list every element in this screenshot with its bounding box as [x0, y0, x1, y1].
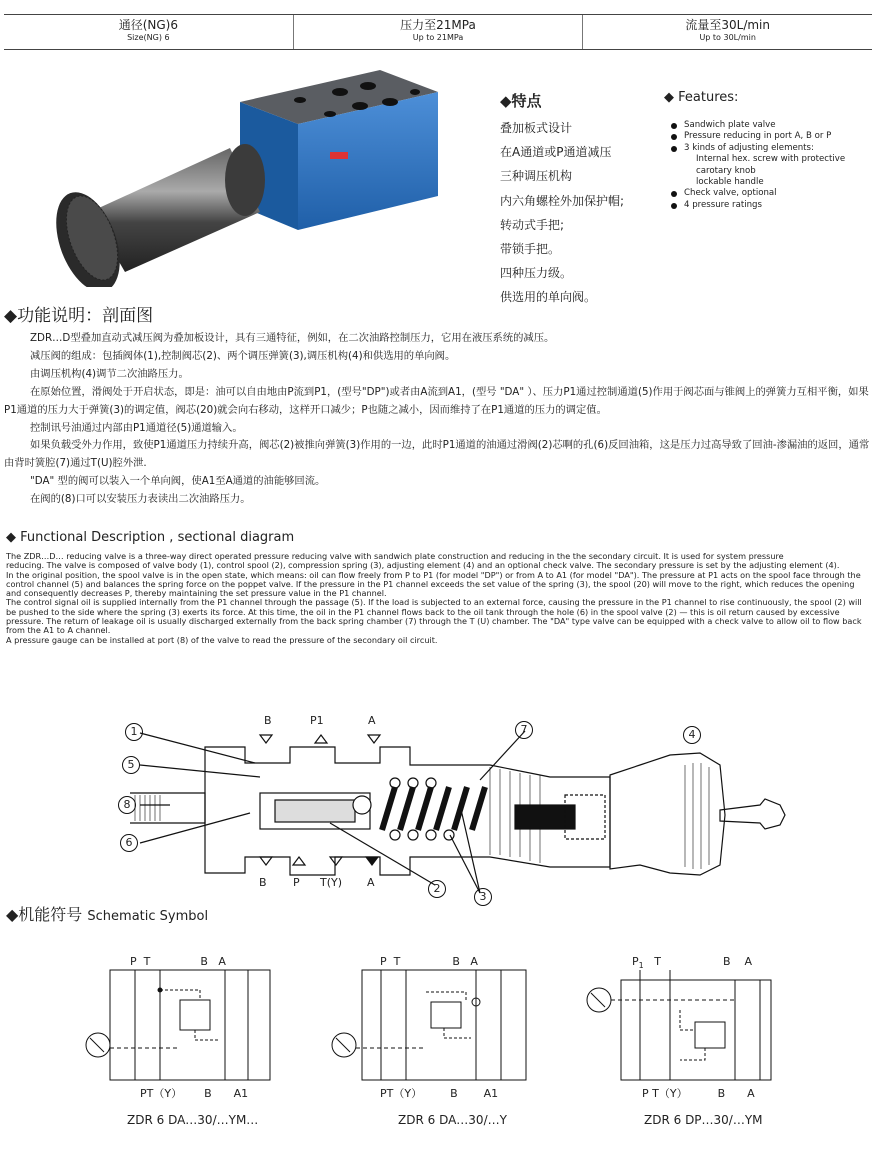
- paragraph: "DA" 型的阀可以装入一个单向阀，使A1至A通道的油能够回流。: [30, 475, 326, 488]
- list-item: 四种压力级。: [500, 266, 573, 281]
- paragraph: A pressure gauge can be installed at port (8) of the valve to read the pressure of the secondary oil circuit.: [6, 634, 438, 645]
- list-item: 4 pressure ratings: [684, 200, 876, 211]
- list-subitem: lockable handle: [696, 177, 764, 188]
- symbol1-bottom-a1: A1: [233, 1087, 249, 1100]
- diagram-port-bottom-p: P: [293, 876, 300, 889]
- list-item: 内六角螺栓外加保护帽;: [500, 193, 625, 208]
- paragraph: In the original position, the spool valve is in the open state, which means: oil can flow freely from P to P1 (for model "DP") or from A to A1 (for model "DA"). The pressure at P1 acts on the spool face through the control channel (5) and balances the spring force on the poppet valve. If the pressure in the P1 channel exceeds the set value of the spring (3), the spool (20) will move to the right, which reduces the opening and consequently decreases P, thereby maintaining the set pressure value in the P1 channel.: [6, 569, 861, 599]
- features-en-list: [684, 120, 876, 211]
- symbol3-bottom-p: P: [642, 1087, 649, 1100]
- symbol1-bottom: [140, 1085, 248, 1101]
- spec-size-en: Size(NG) 6: [127, 33, 170, 42]
- callout-1: 1: [125, 723, 143, 741]
- paragraph: 在阀的(8)口可以安装压力表读出二次油路压力。: [30, 493, 251, 506]
- section-cn-title: ◆功能说明：剖面图: [4, 306, 154, 326]
- paragraph: 在原始位置，滑阀处于开启状态，即是：油可以自由地由P流到P1，(型号"DP")或者由A流到A1，(型号 "DA" ）、压力P1通过控制通道(5)作用于阀芯面与锥阀上的弹簧力互相平衡，如果P1通道的压力大于弹簧(3)的调定值，阀芯(20)就会向右移动，这样开口减少；P也随之减小，因而维持了在P1通道的压力的调定值。: [4, 385, 869, 416]
- callout-5: 5: [122, 756, 140, 774]
- list-item: 3 kinds of adjusting elements:: [684, 143, 876, 154]
- paragraph: The ZDR…D… reducing valve is a three-way direct operated pressure reducing valve with sandwich plate construction and reducing in the the secondary circuit. It is used for system pressure: [6, 551, 784, 561]
- symbol3-top: [632, 955, 752, 970]
- callout-8: 8: [118, 796, 136, 814]
- features-en-title: ◆ Features:: [664, 90, 739, 105]
- symbol2-caption: ZDR 6 DA…30/…Y: [398, 1113, 507, 1127]
- diagram-port-top-a: A: [368, 714, 376, 727]
- symbol2-bottom-a1: A1: [483, 1087, 499, 1100]
- callout-6: 6: [120, 834, 138, 852]
- list-item: Check valve, optional: [684, 188, 876, 199]
- symbol3-top-b: B: [722, 955, 731, 968]
- callout-4: 4: [683, 726, 701, 744]
- paragraph: The control signal oil is supplied internally from the P1 channel through the passage (5). If the load is subjected to an external force, causing the pressure in the P1 channel to rise continuously, the spool (2) will be pushed to the side where the spring (3) exerts its force. At this time, the oil in the P1 channel flows back to the oil tank through the hole (6) in the spool valve (2) — this is oil return caused by excessive pressure. The return of leakage oil is usually discharged externally from the back spring chamber (7) through the T (U) chamber. The "DA" type valve can be equipped with a check valve to allow oil to flow back from the A1 to A channel.: [6, 597, 862, 636]
- list-item: 三种调压机构: [500, 169, 573, 184]
- list-item: 带锁手把。: [500, 242, 561, 257]
- list-subitem: Internal hex. screw with protective carotary knob: [696, 154, 846, 176]
- symbol2-top-a: A: [470, 955, 478, 968]
- list-item: 供选用的单向阀。: [500, 290, 597, 305]
- symbol3-bottom-t: T（Y）: [652, 1087, 688, 1100]
- symbol2-top-p: P: [380, 955, 387, 968]
- symbol2-bottom-p: P: [380, 1087, 387, 1100]
- symbol1-bottom-p: P: [140, 1087, 147, 1100]
- symbol2-bottom: [380, 1085, 498, 1101]
- symbol3-top-t: T: [654, 955, 661, 968]
- symbol2-bottom-b: B: [450, 1087, 458, 1100]
- symbol3-bottom-b: B: [717, 1087, 726, 1100]
- list-item: 叠加板式设计: [500, 121, 573, 135]
- spec-table: [4, 14, 872, 50]
- list-item: 在A通道或P通道减压: [500, 145, 612, 160]
- symbol1-caption: ZDR 6 DA…30/…YM…: [127, 1113, 259, 1127]
- symbol3-top-a: A: [744, 955, 753, 968]
- spec-cell-pressure: [293, 15, 583, 49]
- section-en-title: ◆ Functional Description , sectional diagram: [6, 530, 295, 545]
- symbol1-bottom-t: T（Y）: [146, 1087, 183, 1100]
- symbol2-top-b: B: [452, 955, 460, 968]
- schematic-title: [6, 902, 208, 925]
- diagram-port-bottom-b: B: [259, 876, 267, 889]
- paragraph: 由调压机构(4)调节二次油路压力。: [30, 367, 189, 380]
- paragraph: ZDR…D型叠加直动式减压阀为叠加板设计，具有三通特征，例如，在二次油路控制压力，它用在液压系统的减压。: [30, 332, 555, 344]
- paragraph: reducing. The valve is composed of valve body (1), control spool (2), compression spring (3), adjusting element (4) and an optional check valve. The secondary pressure is set by the adjusting element (4).: [6, 560, 840, 571]
- spec-flow-en: Up to 30L/min: [699, 33, 756, 42]
- spec-cell-flow: [582, 15, 872, 49]
- symbol3-bottom: [642, 1085, 755, 1101]
- symbol1-top-t: T: [143, 955, 151, 968]
- spec-flow-zh: 流量至30L/min: [685, 18, 770, 32]
- symbol2-top-t: T: [393, 955, 401, 968]
- symbol1-top-p: P: [130, 955, 137, 968]
- section-cn-body: [4, 330, 872, 509]
- diagram-port-bottom-t: T(Y): [320, 876, 343, 889]
- symbol1-top: [130, 955, 226, 968]
- symbol1-bottom-b: B: [204, 1087, 212, 1100]
- symbol3-top-p: P: [632, 955, 639, 968]
- diagram-port-top-b: B: [264, 714, 272, 727]
- symbol2-bottom-t: T（Y）: [386, 1087, 423, 1100]
- features-cn-title: ◆特点: [500, 92, 542, 110]
- symbol1-top-a: A: [218, 955, 226, 968]
- diagram-port-top-p1: P1: [310, 714, 324, 727]
- symbol3-top-sub: 1: [638, 961, 644, 971]
- symbol1-top-b: B: [200, 955, 208, 968]
- spec-size-zh: 通径(NG)6: [118, 18, 178, 32]
- list-item: Sandwich plate valve: [684, 120, 876, 131]
- schematic-title-cn: ◆机能符号: [6, 905, 83, 924]
- schematic-title-en: Schematic Symbol: [87, 909, 209, 924]
- features-cn-list: [500, 116, 624, 310]
- spec-pressure-en: Up to 21MPa: [412, 33, 464, 42]
- callout-7: 7: [515, 721, 533, 739]
- callout-2: 2: [428, 880, 446, 898]
- schematic-symbol-1: [80, 960, 280, 1090]
- paragraph: 减压阀的组成：包插阀体(1),控制阀芯(2)、两个调压弹簧(3),调压机构(4)和供选用的单向阀。: [30, 349, 456, 362]
- diagram-port-bottom-a: A: [367, 876, 375, 889]
- spec-pressure-zh: 压力至21MPa: [400, 18, 476, 32]
- schematic-symbol-2: [326, 960, 536, 1090]
- spec-cell-size: [4, 15, 293, 49]
- list-item: 转动式手把;: [500, 217, 565, 232]
- symbol3-caption: ZDR 6 DP…30/…YM: [644, 1113, 763, 1127]
- symbol2-top: [380, 955, 478, 968]
- list-item: Pressure reducing in port A, B or P: [684, 131, 876, 142]
- paragraph: 控制讯号油通过内部由P1通道径(5)通道输入。: [30, 421, 243, 434]
- section-en-body: [6, 552, 872, 645]
- product-photo: [30, 62, 450, 287]
- schematic-symbol-3: [585, 960, 785, 1090]
- symbol3-bottom-a: A: [747, 1087, 755, 1100]
- paragraph: 如果负载受外力作用，致使P1通道压力持续升高，阀芯(2)被推向弹簧(3)作用的一边，此时P1通道的油通过滑阀(2)芯啊的孔(6)反回油箱，这是压力过高导致了回油-渗漏油的返回，通常由背时簧腔(7)通过T(U)腔外泄.: [4, 439, 870, 470]
- callout-3: 3: [474, 888, 492, 906]
